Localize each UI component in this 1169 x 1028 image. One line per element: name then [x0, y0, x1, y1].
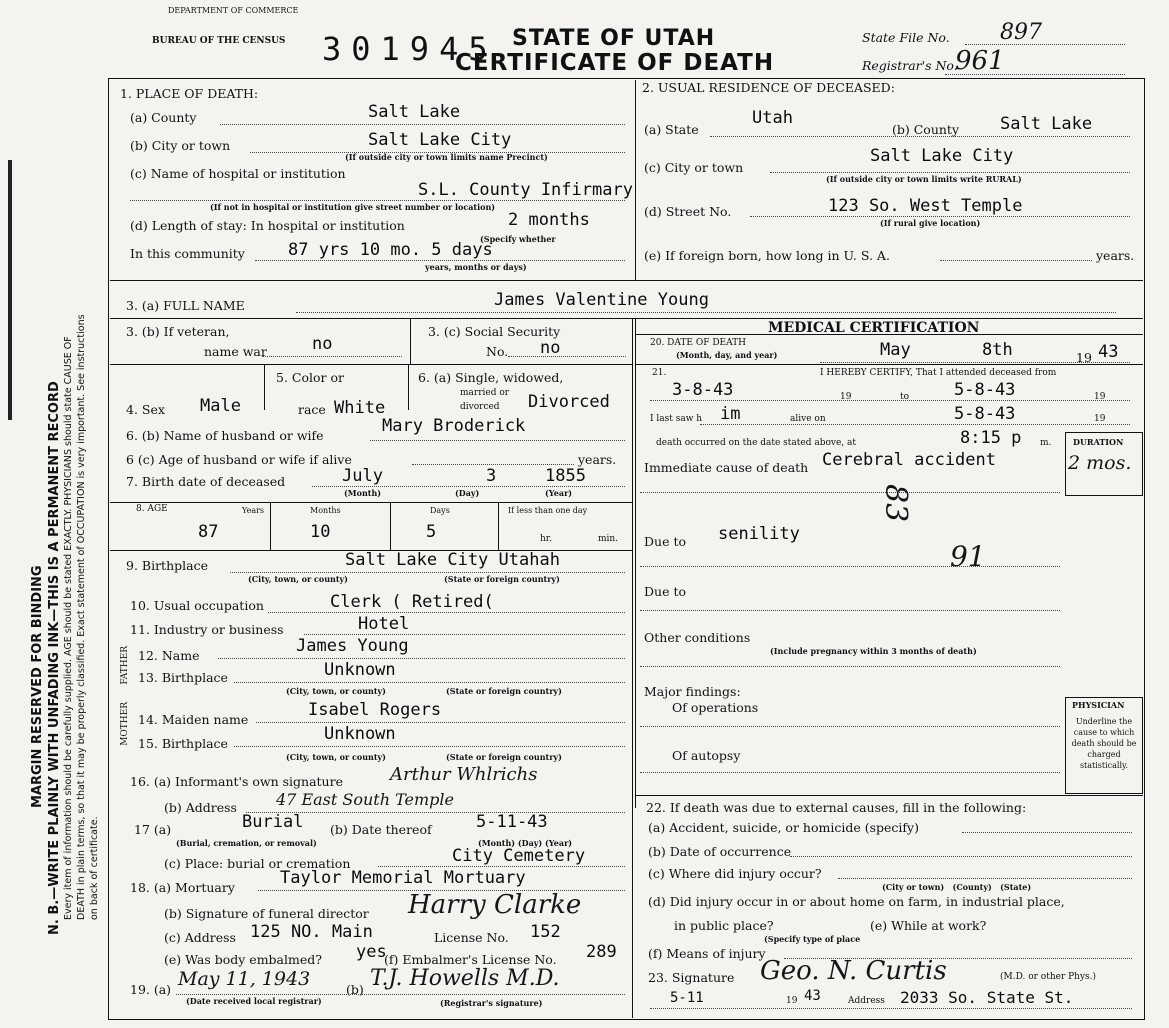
signature-year-pre: 19 — [786, 996, 798, 1006]
margin-nb-text: N. B.—WRITE PLAINLY WITH UNFADING INK—THIS IS A PERMANENT RECORD — [47, 381, 62, 935]
registrar-sig-value: T.J. Howells M.D. — [370, 966, 560, 991]
medical-heading: MEDICAL CERTIFICATION — [768, 320, 980, 336]
veteran-label-2: name war — [204, 344, 267, 359]
registrar-value: 961 — [955, 46, 1005, 76]
father-bp-value: Unknown — [324, 660, 396, 680]
last-seen-19: 19 — [1094, 414, 1106, 424]
birth-year: 1855 — [545, 466, 586, 486]
duration-value: 2 mos. — [1068, 452, 1132, 474]
external-heading: 22. If death was due to external causes, fill in the following: — [646, 800, 1027, 815]
marital-label-2: married or — [460, 388, 510, 398]
attend-19b: 19 — [1094, 392, 1106, 402]
pod-stay-note: (Specify whether — [480, 234, 556, 244]
burial-date-value: 5-11-43 — [476, 812, 548, 832]
color-marital-divider — [408, 364, 409, 410]
color-value: White — [334, 398, 386, 418]
state-title: STATE OF UTAH — [512, 26, 716, 51]
addr2-value: 125 NO. Main — [250, 922, 373, 942]
color-label-1: 5. Color or — [276, 370, 344, 385]
state-file-line — [965, 44, 1125, 45]
birthplace-value: Salt Lake City Utahah — [345, 550, 560, 570]
marital-value: Divorced — [528, 392, 610, 412]
sex-color-divider — [264, 364, 265, 410]
age-years-divider — [270, 502, 271, 550]
sex-label: 4. Sex — [126, 402, 165, 417]
pod-city-note: (If outside city or town limits name Precinct) — [345, 152, 548, 162]
physician-label: PHYSICIAN — [1072, 700, 1125, 710]
age-hr-lbl: hr. — [540, 534, 552, 544]
margin-instructions-1: Every item of information should be carefully supplied. AGE should be stated EXACTLY. PHYSICIANS should state CAUSE OF — [63, 336, 74, 920]
pod-hospital-note: (If not in hospital or institution give street number or location) — [210, 202, 496, 212]
res-state-value: Utah — [752, 108, 793, 128]
immediate-label: Immediate cause of death — [644, 460, 809, 475]
external-b: (b) Date of occurrence — [648, 844, 792, 859]
certificate-number: 301945 — [322, 30, 498, 68]
signature-value: Geo. N. Curtis — [760, 956, 947, 986]
pod-county-label: (a) County — [130, 110, 197, 125]
occupation-label: 10. Usual occupation — [130, 598, 264, 613]
external-b-line — [790, 856, 1132, 857]
father-bp-label: 13. Birthplace — [138, 670, 228, 685]
mother-side-label: MOTHER — [120, 702, 130, 746]
registrar-19-label: 19. (a) — [130, 982, 172, 997]
pod-county-value: Salt Lake — [368, 102, 461, 122]
pod-city-label: (b) City or town — [130, 138, 231, 153]
alive-on-label: alive on — [790, 414, 826, 424]
death-time-m: m. — [1040, 438, 1052, 448]
external-c-line — [838, 878, 1132, 879]
embalmed-label: (e) Was body embalmed? — [164, 952, 322, 967]
fullname-line — [296, 312, 1116, 313]
res-street-label: (d) Street No. — [644, 204, 732, 219]
res-county-value: Salt Lake — [1000, 114, 1093, 134]
marital-label-1: 6. (a) Single, widowed, — [418, 370, 564, 385]
immediate-value: Cerebral accident — [822, 450, 996, 470]
pod-hospital-line — [130, 200, 625, 201]
ss-line — [508, 356, 626, 357]
age-months-divider — [390, 502, 391, 550]
signature-address-line — [650, 1008, 1132, 1009]
mother-maiden-label: 14. Maiden name — [138, 712, 249, 727]
external-c: (c) Where did injury occur? — [648, 866, 822, 881]
center-divider-top — [635, 80, 636, 280]
father-bp-note-2: (State or foreign country) — [446, 686, 562, 696]
industry-line — [304, 634, 625, 635]
due-to-value: senility — [718, 524, 800, 544]
age-months-lbl: Months — [310, 506, 341, 515]
margin-instructions-3: on back of certificate. — [89, 816, 100, 920]
margin-edge — [8, 160, 12, 420]
external-type-note: (Specify type of place — [764, 934, 861, 944]
birthplace-line — [230, 572, 625, 573]
last-seen-him: im — [720, 404, 741, 424]
dod-month: May — [880, 340, 911, 360]
due-to2-line — [640, 610, 1060, 611]
burial-value: Burial — [242, 812, 304, 832]
external-a: (a) Accident, suicide, or homicide (specify) — [648, 820, 919, 835]
age-months-value: 10 — [310, 522, 331, 542]
external-e: (e) While at work? — [870, 918, 987, 933]
sex-value: Male — [200, 396, 241, 416]
last-seen-label: I last saw h — [650, 414, 703, 424]
external-divider — [635, 795, 1143, 796]
informant-sig-value: Arthur Whlrichs — [390, 764, 538, 785]
addr2-label: (c) Address — [164, 930, 236, 945]
mother-bp-label: 15. Birthplace — [138, 736, 228, 751]
certificate-title: CERTIFICATE OF DEATH — [455, 50, 775, 76]
dod-label-2: (Month, day, and year) — [676, 350, 778, 360]
res-foreign-line — [940, 260, 1092, 261]
father-bp-note-1: (City, town, or county) — [286, 686, 386, 696]
bureau-label: BUREAU OF THE CENSUS — [152, 36, 286, 46]
autopsy-label: Of autopsy — [672, 748, 741, 763]
spouse-label: 6. (b) Name of husband or wife — [126, 428, 324, 443]
signature-address: 2033 So. State St. — [900, 988, 1074, 1007]
signature-date: 5-11 — [670, 990, 704, 1006]
certify-num: 21. — [652, 368, 667, 378]
code-value: 83 — [878, 484, 913, 523]
age-days-value: 5 — [426, 522, 437, 542]
age-years-lbl: Years — [242, 506, 265, 515]
mother-bp-note-1: (City, town, or county) — [286, 752, 386, 762]
age-days-divider — [498, 502, 499, 550]
mother-bp-line — [234, 746, 625, 747]
occupation-line — [268, 612, 625, 613]
immediate-line — [640, 492, 1060, 493]
res-city-label: (c) City or town — [644, 160, 744, 175]
birthplace-label: 9. Birthplace — [126, 558, 208, 573]
father-name-label: 12. Name — [138, 648, 200, 663]
father-name-line — [218, 658, 625, 659]
row-divider-3 — [110, 364, 632, 365]
row-divider-4 — [110, 502, 632, 503]
res-state-label: (a) State — [644, 122, 699, 137]
res-heading: 2. USUAL RESIDENCE OF DECEASED: — [642, 80, 895, 95]
ss-label-1: 3. (c) Social Security — [428, 324, 561, 339]
director-value: Harry Clarke — [408, 890, 582, 920]
pod-stay-value: 2 months — [508, 210, 590, 230]
left-col-divider — [632, 318, 633, 1018]
pod-stay-label: (d) Length of stay: In hospital or institution — [130, 218, 405, 233]
row-divider-2 — [110, 318, 1143, 319]
birthplace-note-2: (State or foreign country) — [444, 574, 560, 584]
director-label: (b) Signature of funeral director — [164, 906, 369, 921]
mother-bp-note-2: (State or foreign country) — [446, 752, 562, 762]
res-city-note: (If outside city or town limits write RURAL) — [826, 174, 1022, 184]
res-foreign-unit: years. — [1096, 248, 1135, 263]
burial-date-label: (b) Date thereof — [330, 822, 432, 837]
fullname-label: 3. (a) FULL NAME — [126, 298, 245, 313]
father-name-value: James Young — [296, 636, 409, 656]
color-label-2: race — [298, 402, 326, 417]
external-a-line — [962, 832, 1132, 833]
row-divider-1 — [110, 280, 1143, 281]
burial-place-value: City Cemetery — [452, 846, 586, 866]
dept-label: DEPARTMENT OF COMMERCE — [168, 6, 299, 15]
informant-address-label: (b) Address — [164, 800, 237, 815]
death-time: 8:15 p — [960, 428, 1022, 448]
other-line — [640, 666, 1060, 667]
res-state-line — [710, 136, 1130, 137]
age-days-lbl: Days — [430, 506, 450, 515]
last-seen-date: 5-8-43 — [954, 404, 1016, 424]
due-to-line-2 — [640, 566, 1060, 567]
spouse-value: Mary Broderick — [382, 416, 526, 436]
burial-place-line — [378, 866, 625, 867]
pod-hospital-label: (c) Name of hospital or institution — [130, 166, 346, 181]
mother-maiden-value: Isabel Rogers — [308, 700, 442, 720]
dod-day: 8th — [982, 340, 1013, 360]
external-d1: (d) Did injury occur in or about home on farm, in industrial place, — [648, 894, 1065, 909]
veteran-line — [262, 356, 402, 357]
age-lessday-lbl: If less than one day — [508, 506, 588, 515]
industry-label: 11. Industry or business — [130, 622, 284, 637]
state-file-value: 897 — [1000, 20, 1042, 45]
veteran-label-1: 3. (b) If veteran, — [126, 324, 230, 339]
fullname-value: James Valentine Young — [494, 290, 709, 310]
age-label: 8. AGE — [136, 504, 168, 514]
operations-line — [640, 726, 1060, 727]
due-to2-label: Due to — [644, 584, 686, 599]
birth-month: July — [342, 466, 383, 486]
father-side-label: FATHER — [120, 646, 130, 685]
ss-value: no — [540, 338, 561, 358]
res-street-line — [750, 216, 1130, 217]
father-bp-line — [234, 682, 625, 683]
birth-year-lbl: (Year) — [545, 488, 573, 498]
pod-county-line — [220, 124, 625, 125]
signature-address-label: Address — [848, 996, 885, 1006]
pod-community-label: In this community — [130, 246, 245, 261]
registrar-date-value: May 11, 1943 — [178, 968, 311, 990]
pod-city-value: Salt Lake City — [368, 130, 512, 150]
burial-label-a: 17 (a) — [134, 822, 172, 837]
state-file-label: State File No. — [862, 30, 950, 45]
pod-community-value: 87 yrs 10 mo. 5 days — [288, 240, 493, 260]
mortuary-label: 18. (a) Mortuary — [130, 880, 235, 895]
embalmer-value: 289 — [586, 942, 617, 962]
margin-binding-text: MARGIN RESERVED FOR BINDING — [30, 565, 45, 808]
code2-value: 91 — [950, 540, 986, 573]
registrar-date-note: (Date received local registrar) — [186, 996, 322, 1006]
birthplace-note-1: (City, town, or county) — [248, 574, 348, 584]
license-label: License No. — [434, 930, 509, 945]
vet-ss-divider — [410, 318, 411, 364]
to-label: to — [900, 392, 910, 402]
dod-line — [820, 362, 1130, 363]
registrar-line — [945, 74, 1125, 75]
veteran-value: no — [312, 334, 333, 354]
pod-heading: 1. PLACE OF DEATH: — [120, 86, 259, 101]
signature-year: 43 — [804, 988, 821, 1004]
pod-community-note: years, months or days) — [425, 262, 527, 272]
signature-label: 23. Signature — [648, 970, 735, 985]
birth-line — [312, 486, 625, 487]
industry-value: Hotel — [358, 614, 410, 634]
birth-label: 7. Birth date of deceased — [126, 474, 286, 489]
burial-date-note: (Month) (Day) (Year) — [478, 838, 573, 848]
external-c-note: (City or town) (County) (State) — [882, 882, 1032, 892]
external-f: (f) Means of injury — [648, 946, 766, 961]
burial-place-label: (c) Place: burial or cremation — [164, 856, 351, 871]
res-city-line — [770, 172, 1130, 173]
res-county-label: (b) County — [892, 122, 960, 137]
spouse-age-line — [412, 464, 574, 465]
occupation-value: Clerk ( Retired( — [330, 592, 494, 612]
certify-label: I HEREBY CERTIFY, That I attended deceased from — [820, 368, 1057, 378]
birth-month-lbl: (Month) — [344, 488, 382, 498]
attend-to: 5-8-43 — [954, 380, 1016, 400]
registrar-b-label: (b) — [346, 982, 364, 997]
dod-divider — [635, 364, 1143, 365]
registrar-label: Registrar's No. — [862, 58, 958, 73]
age-years-value: 87 — [198, 522, 219, 542]
death-time-label: death occurred on the date stated above, at — [656, 438, 857, 448]
last-seen-line — [700, 424, 1130, 425]
embalmer-label: (f) Embalmer's License No. — [384, 952, 557, 967]
embalmed-value: yes — [356, 942, 387, 962]
other-note: (Include pregnancy within 3 months of death) — [770, 646, 977, 656]
birth-day-lbl: (Day) — [455, 488, 480, 498]
mother-maiden-line — [256, 722, 625, 723]
other-label: Other conditions — [644, 630, 751, 645]
res-street-value: 123 So. West Temple — [828, 196, 1023, 216]
birth-day: 3 — [486, 466, 497, 486]
physician-note: Underline the cause to which death should be charged statistically. — [1071, 717, 1137, 770]
attend-from: 3-8-43 — [672, 380, 734, 400]
attend-line — [650, 400, 1130, 401]
age-min-lbl: min. — [598, 534, 619, 544]
center-divider — [635, 318, 636, 808]
attend-19a: 19 — [840, 392, 852, 402]
due-to-label: Due to — [644, 534, 686, 549]
res-street-note: (If rural give location) — [880, 218, 981, 228]
pod-community-line — [255, 260, 625, 261]
autopsy-line — [640, 772, 1060, 773]
marital-label-3: divorced — [460, 402, 500, 412]
duration-label: DURATION — [1073, 437, 1124, 447]
dod-year-pre: 19 — [1076, 350, 1092, 365]
res-foreign-label: (e) If foreign born, how long in U. S. A. — [644, 248, 890, 263]
spouse-age-label: 6 (c) Age of husband or wife if alive — [126, 452, 352, 467]
informant-address-value: 47 East South Temple — [276, 790, 455, 809]
dod-label-1: 20. DATE OF DEATH — [650, 338, 746, 348]
registrar-line — [176, 994, 625, 995]
margin-instructions-2: DEATH in plain terms, so that it may be properly classified. Exact statement of OCCUPATION is very important. See instructions — [76, 314, 87, 920]
informant-sig-label: 16. (a) Informant's own signature — [130, 774, 343, 789]
mother-bp-value: Unknown — [324, 724, 396, 744]
major-label: Major findings: — [644, 684, 741, 699]
operations-label: Of operations — [672, 700, 759, 715]
ss-label-2: No. — [486, 344, 509, 359]
spouse-age-unit: years. — [578, 452, 617, 467]
spouse-line — [370, 440, 625, 441]
burial-note: (Burial, cremation, or removal) — [176, 838, 317, 848]
mortuary-value: Taylor Memorial Mortuary — [280, 868, 526, 888]
signature-suffix: (M.D. or other Phys.) — [1000, 972, 1097, 982]
registrar-sig-note: (Registrar's signature) — [440, 998, 543, 1008]
external-d2: in public place? — [674, 918, 774, 933]
license-value: 152 — [530, 922, 561, 942]
res-city-value: Salt Lake City — [870, 146, 1014, 166]
dod-year: 43 — [1098, 342, 1119, 362]
pod-hospital-value: S.L. County Infirmary — [418, 180, 633, 200]
